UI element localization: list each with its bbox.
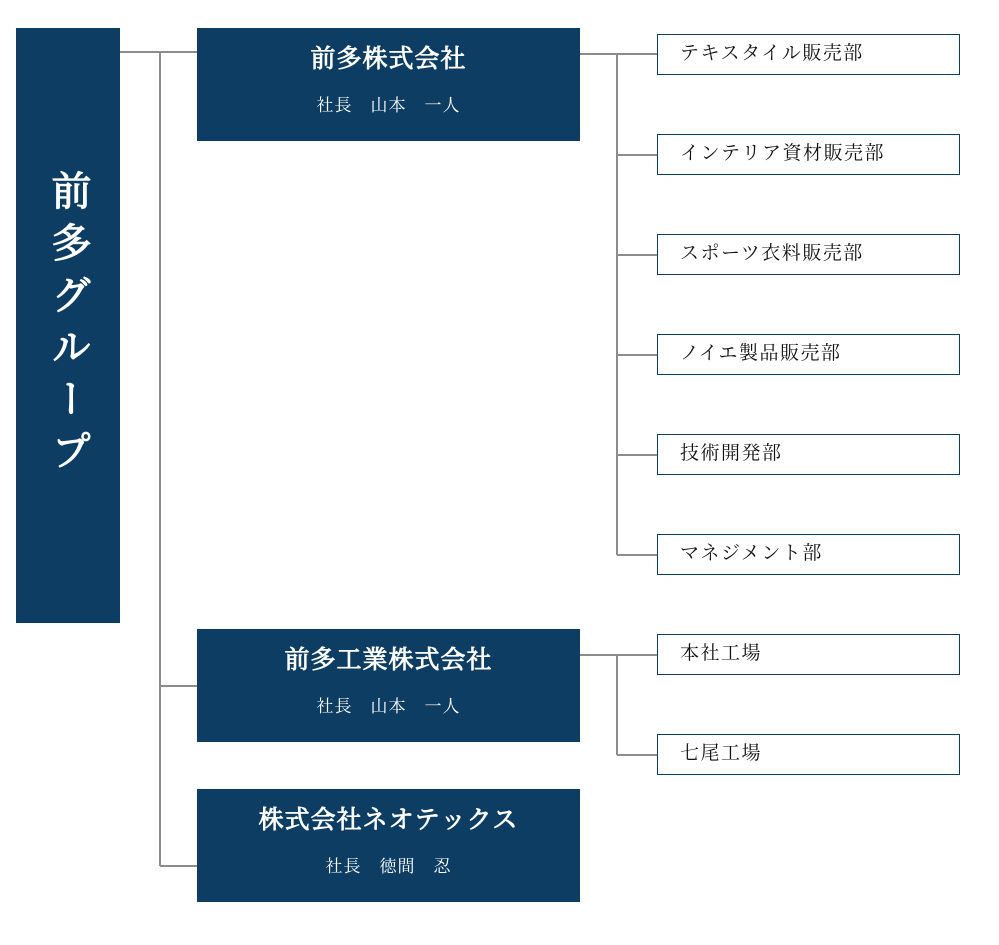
department-label: テキスタイル販売部	[680, 43, 864, 65]
department-node	[657, 34, 960, 75]
company-name-3: 株式会社ネオテックス	[258, 806, 519, 834]
department-label: ノイエ製品販売部	[680, 343, 842, 365]
department-node	[657, 134, 960, 175]
company-name-1: 前多株式会社	[310, 45, 467, 73]
department-label: 技術開発部	[680, 443, 783, 465]
department-node	[657, 334, 960, 375]
department-node	[657, 634, 960, 675]
company-node-2	[197, 629, 580, 742]
department-node	[657, 234, 960, 275]
department-node	[657, 434, 960, 475]
department-label: 本社工場	[680, 643, 763, 665]
company-name-2: 前多工業株式会社	[284, 646, 493, 674]
company-node-3	[197, 789, 580, 902]
department-label: インテリア資材販売部	[680, 143, 886, 165]
department-node	[657, 734, 960, 775]
department-label: マネジメント部	[680, 543, 823, 565]
company-officer-2: 社長 山本 一人	[316, 697, 461, 717]
department-label: スポーツ衣料販売部	[680, 243, 864, 265]
company-officer-1: 社長 山本 一人	[316, 96, 461, 116]
group-node	[16, 28, 120, 623]
group-node-label: 前多グループ	[46, 169, 90, 482]
company-officer-3: 社長 徳間 忍	[325, 857, 452, 877]
department-label: 七尾工場	[680, 743, 763, 765]
department-node	[657, 534, 960, 575]
company-node-1	[197, 28, 580, 141]
